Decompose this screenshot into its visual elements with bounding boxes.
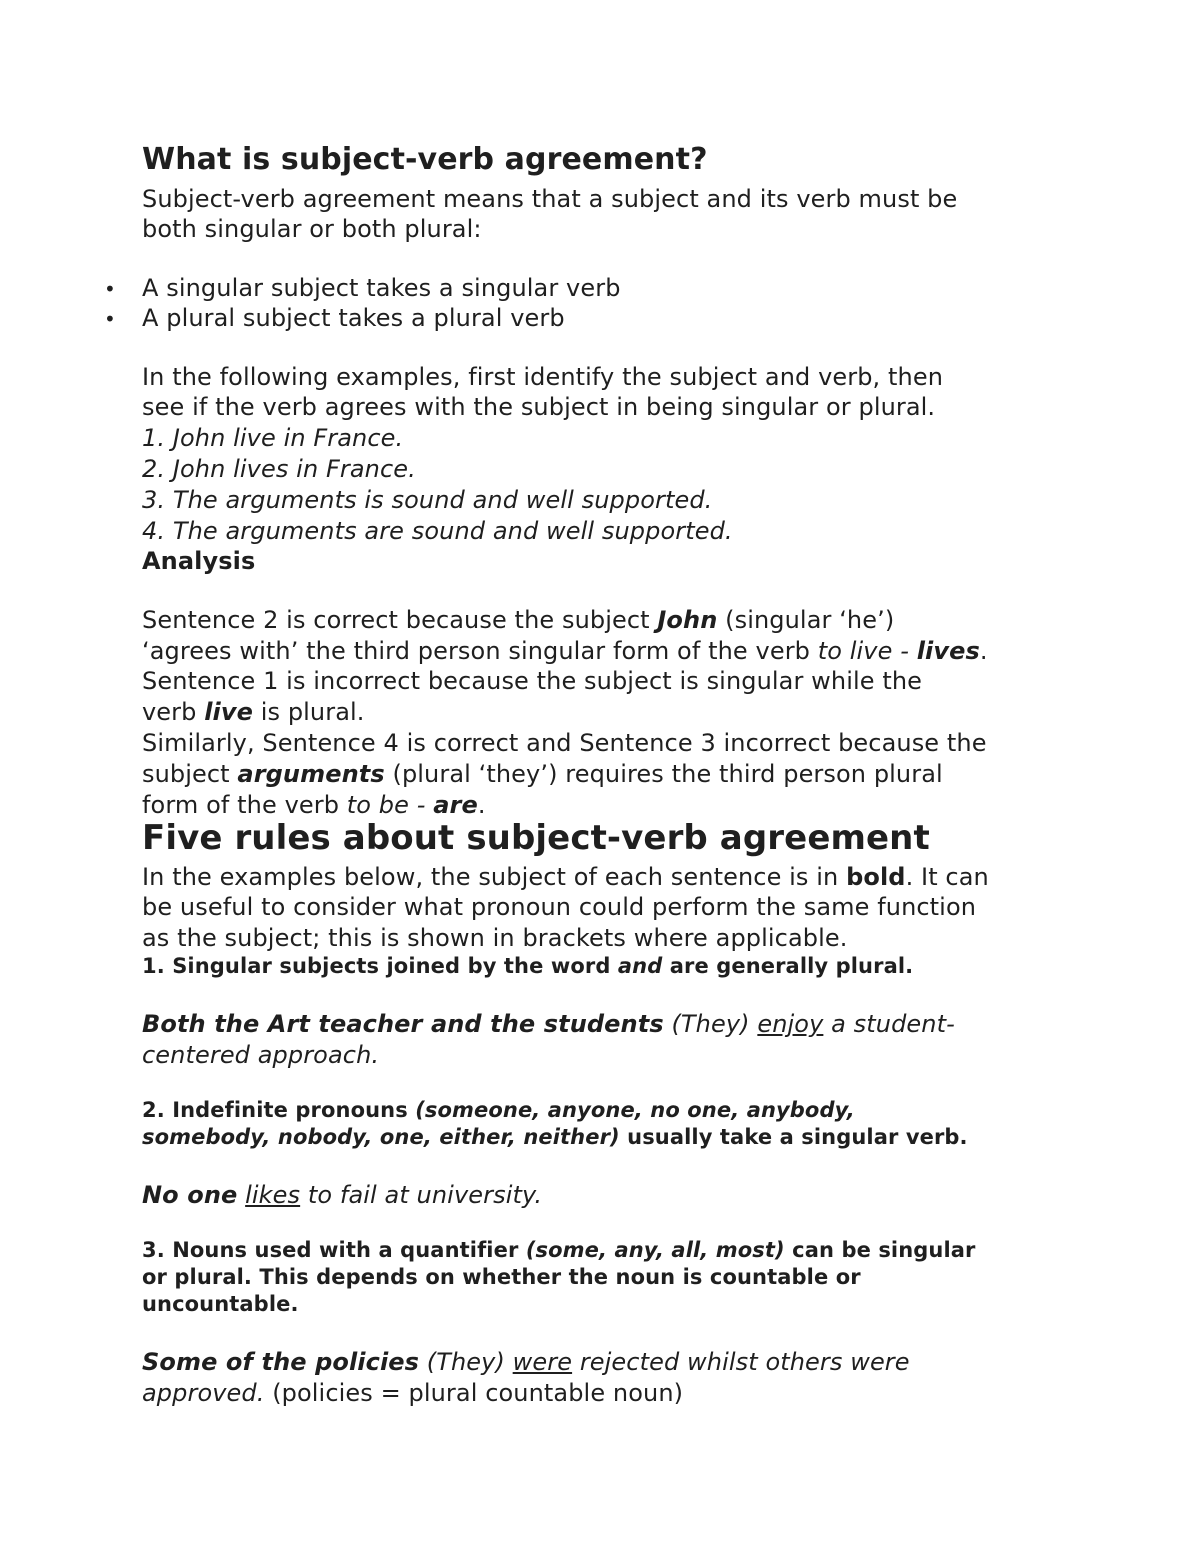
text-run: to fail at university.: [300, 1181, 543, 1209]
text-run: . It can: [905, 863, 989, 891]
text-run: approved.: [142, 1379, 265, 1407]
analysis-line-5: Similarly, Sentence 4 is correct and Sentence 3 incorrect because the: [142, 729, 987, 757]
analysis-line-2: [142, 636, 988, 666]
text-run: .: [477, 791, 486, 819]
text-run: can be singular: [784, 1238, 976, 1262]
text-run: somebody, nobody, one, either, neither): [142, 1125, 620, 1149]
text-run: 3. Nouns used with a quantifier: [142, 1238, 526, 1262]
verb-form: lives: [916, 637, 980, 665]
rule-1-example-line-1: [142, 1009, 955, 1039]
example-subject: No one: [142, 1181, 238, 1209]
text-run: usually take a singular verb.: [619, 1125, 968, 1149]
text-run: 2. Indefinite pronouns: [142, 1098, 416, 1122]
text-run: In the examples below, the subject of each sentence is in: [142, 863, 847, 891]
analysis-line-4: [142, 697, 365, 727]
rule-2-line-2: [142, 1124, 968, 1151]
text-run: [237, 1181, 245, 1209]
subject-arguments: arguments: [237, 760, 385, 788]
example-pronoun: (They): [419, 1348, 513, 1376]
bullet-icon: •: [104, 307, 116, 331]
intro-line-1: Subject-verb agreement means that a subject and its verb must be: [142, 185, 958, 213]
example-subject: Both the Art teacher and the students: [142, 1010, 664, 1038]
bullet-item-2: A plural subject takes a plural verb: [142, 304, 565, 332]
example-sentence-1: 1. John live in France.: [142, 424, 404, 452]
text-run: (some, any, all, most): [525, 1238, 785, 1262]
text-run: Sentence 2 is correct because the subject: [142, 606, 658, 634]
rule-3-line-3: uncountable.: [142, 1292, 299, 1316]
rules-intro-line-2: be useful to consider what pronoun could perform the same function: [142, 893, 977, 921]
rule-2-line-1: [142, 1097, 855, 1124]
rule-3-example-line-1: [142, 1347, 910, 1377]
verb-infinitive: to live: [817, 637, 893, 665]
analysis-line-6: [142, 759, 943, 789]
verb-form: are: [433, 791, 478, 819]
text-run: rejected whilst others were: [572, 1348, 910, 1376]
text-run: (plural ‘they’) requires the third person plural: [384, 760, 943, 788]
text-run: .: [979, 637, 988, 665]
text-run: -: [409, 791, 434, 819]
text-run: form of the verb: [142, 791, 347, 819]
intro-line-2: both singular or both plural:: [142, 215, 482, 243]
example-verb: likes: [245, 1181, 301, 1209]
rule-1-example-line-2: centered approach.: [142, 1041, 380, 1069]
example-pronoun: (They): [663, 1010, 758, 1038]
analysis-line-1: [142, 605, 894, 635]
instructions-line-2: see if the verb agrees with the subject in being singular or plural.: [142, 393, 936, 421]
text-run: -: [892, 637, 917, 665]
verb-form: live: [204, 698, 253, 726]
instructions-line-1: In the following examples, first identify the subject and verb, then: [142, 363, 944, 391]
rule-3-line-2: or plural. This depends on whether the noun is countable or: [142, 1265, 861, 1289]
rules-intro-line-3: as the subject; this is shown in brackets where applicable.: [142, 924, 848, 952]
text-run: ‘agrees with’ the third person singular form of the verb: [142, 637, 818, 665]
rule-3-line-1: [142, 1237, 975, 1264]
text-run: is plural.: [252, 698, 365, 726]
example-subject: Some of the policies: [142, 1348, 420, 1376]
analysis-line-3: Sentence 1 is incorrect because the subject is singular while the: [142, 667, 923, 695]
example-verb: enjoy: [757, 1010, 824, 1038]
rule-1: [142, 953, 913, 980]
bold-word: bold: [846, 863, 906, 891]
text-run: verb: [142, 698, 205, 726]
text-run: (singular ‘he’): [717, 606, 895, 634]
page-title: What is subject-verb agreement?: [142, 142, 708, 177]
text-run: a student-: [823, 1010, 955, 1038]
example-sentence-4: 4. The arguments are sound and well supported.: [142, 517, 733, 545]
rule-3-example-line-2: [142, 1378, 683, 1408]
section-heading: Five rules about subject-verb agreement: [142, 818, 930, 858]
example-sentence-2: 2. John lives in France.: [142, 455, 416, 483]
text-run: 1. Singular subjects joined by the word: [142, 954, 618, 978]
bullet-item-1: A singular subject takes a singular verb: [142, 274, 621, 302]
example-sentence-3: 3. The arguments is sound and well supported.: [142, 486, 713, 514]
analysis-heading: Analysis: [142, 547, 256, 575]
rules-intro-line-1: [142, 862, 989, 892]
bullet-icon: •: [104, 277, 116, 301]
example-verb: were: [512, 1348, 573, 1376]
example-note: (policies = plural countable noun): [264, 1379, 684, 1407]
text-run: (someone, anyone, no one, anybody,: [415, 1098, 855, 1122]
text-run: are generally plural.: [662, 954, 914, 978]
subject-john: John: [657, 606, 718, 634]
verb-infinitive: to be: [346, 791, 409, 819]
text-run: subject: [142, 760, 238, 788]
text-run: and: [617, 954, 663, 978]
rule-2-example: [142, 1180, 542, 1210]
analysis-line-7: [142, 790, 486, 820]
